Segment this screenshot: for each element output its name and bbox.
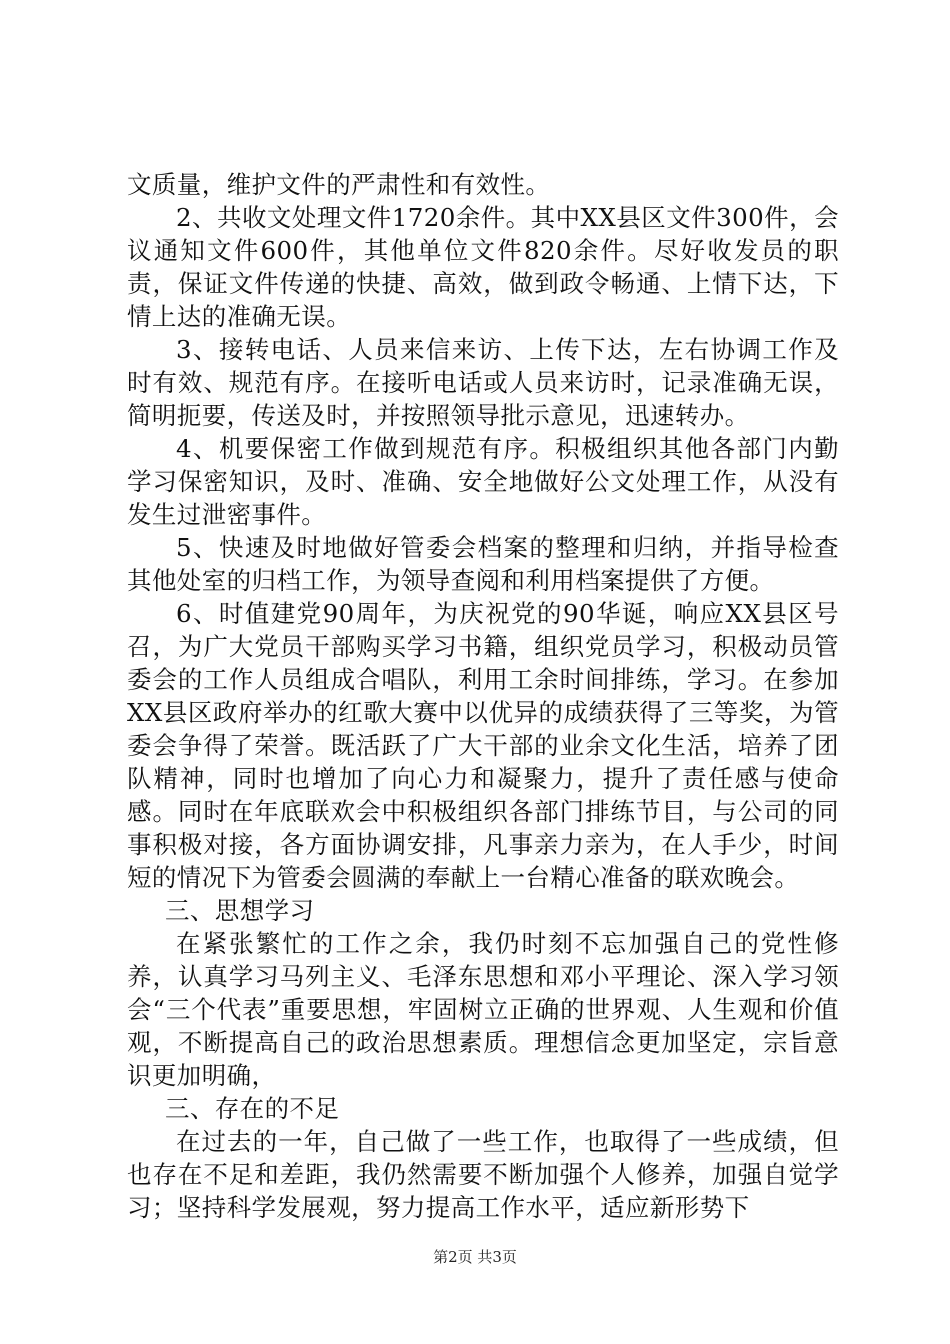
- paragraph-item-2: 2、共收文处理文件1720余件。其中XX县区文件300件，会议通知文件600件，其他单位文件820余件。尽好收发员的职责，保证文件传递的快捷、高效，做到政令畅通、上情下达，下情上达的准确无误。: [127, 203, 839, 331]
- paragraph-item-5: 5、快速及时地做好管委会档案的整理和归纳，并指导检查其他处室的归档工作，为领导查阅和利用档案提供了方便。: [127, 533, 839, 595]
- document-body: [127, 168, 839, 1224]
- paragraph-shortcomings: 在过去的一年，自己做了一些工作，也取得了一些成绩，但也存在不足和差距，我仍然需要不断加强个人修养，加强自觉学习；坚持科学发展观，努力提高工作水平，适应新形势下: [127, 1127, 839, 1222]
- paragraph-item-3: 3、接转电话、人员来信来访、上传下达，左右协调工作及时有效、规范有序。在接听电话或人员来访时，记录准确无误，简明扼要，传送及时，并按照领导批示意见，迅速转办。: [127, 335, 839, 430]
- paragraph-item-4: 4、机要保密工作做到规范有序。积极组织其他各部门内勤学习保密知识，及时、准确、安全地做好公文处理工作，从没有发生过泄密事件。: [127, 434, 839, 529]
- paragraph-continuation: 文质量，维护文件的严肃性和有效性。: [127, 170, 551, 199]
- section-heading-study: 三、思想学习: [165, 896, 315, 925]
- paragraph-study: 在紧张繁忙的工作之余，我仍时刻不忘加强自己的党性修养，认真学习马列主义、毛泽东思想和邓小平理论、深入学习领会“三个代表”重要思想，牢固树立正确的世界观、人生观和价值观，不断提高自己的政治思想素质。理想信念更加坚定，宗旨意识更加明确，: [127, 929, 839, 1090]
- paragraph-item-6: 6、时值建党90周年，为庆祝党的90华诞，响应XX县区号召，为广大党员干部购买学习书籍，组织党员学习，积极动员管委会的工作人员组成合唱队，利用工余时间排练，学习。在参加XX县区政府举办的红歌大赛中以优异的成绩获得了三等奖，为管委会争得了荣誉。既活跃了广大干部的业余文化生活，培养了团队精神，同时也增加了向心力和凝聚力，提升了责任感与使命感。同时在年底联欢会中积极组织各部门排练节目，与公司的同事积极对接，各方面协调安排，凡事亲力亲为，在人手少，时间短的情况下为管委会圆满的奉献上一台精心准备的联欢晚会。: [127, 599, 839, 892]
- section-heading-shortcomings: 三、存在的不足: [165, 1094, 340, 1123]
- page-number-footer: 第2页 共3页: [433, 1248, 517, 1266]
